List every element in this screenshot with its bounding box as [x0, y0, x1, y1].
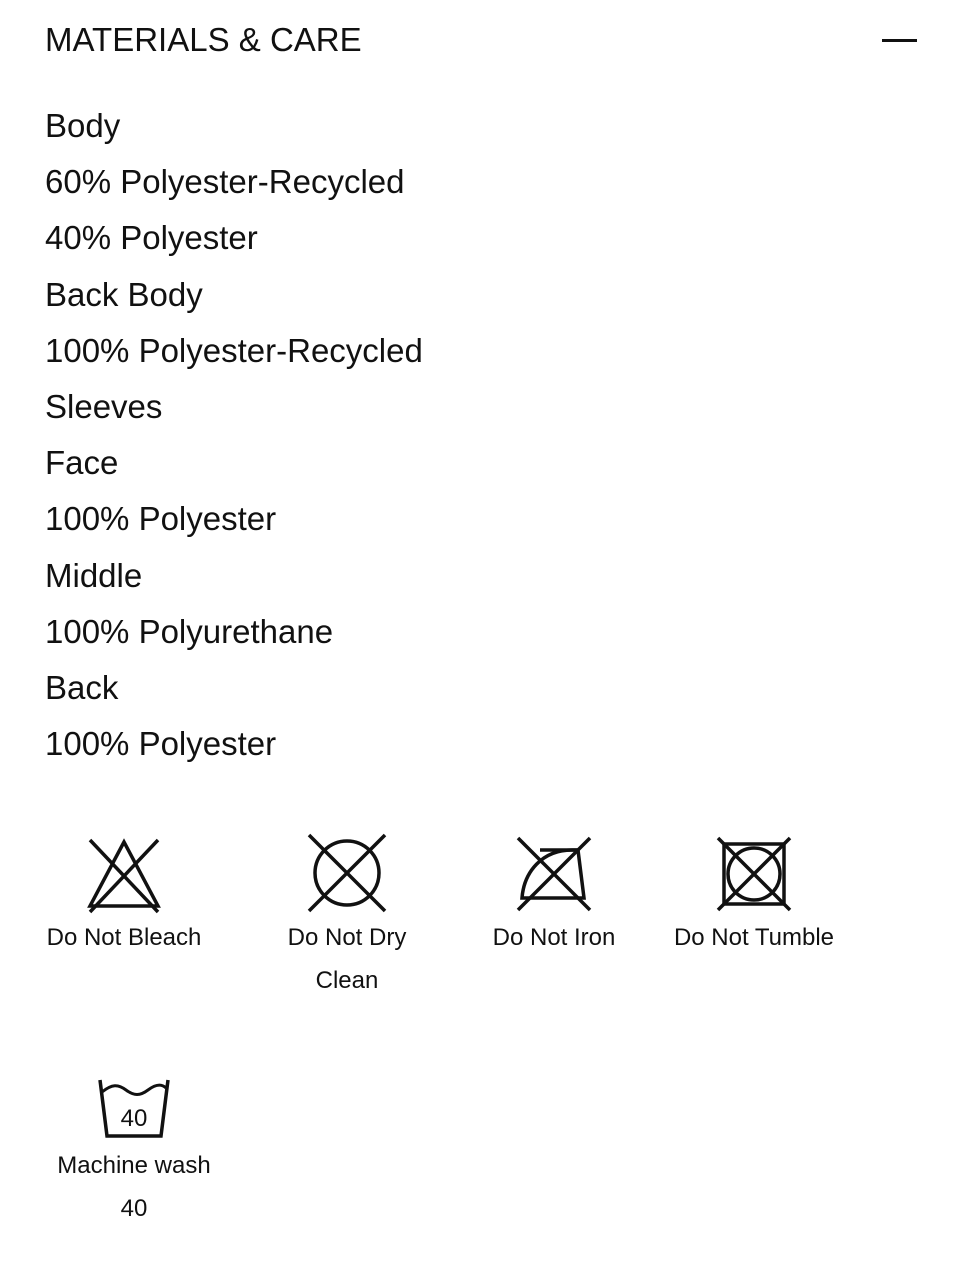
- machine-wash-40-icon: [94, 1074, 174, 1144]
- material-line: Middle: [45, 556, 143, 594]
- care-item-do-not-tumble: [664, 832, 844, 959]
- care-label: 40: [120, 1195, 148, 1222]
- care-label: Clean: [315, 967, 379, 994]
- care-item-do-not-iron: [474, 832, 634, 959]
- material-line: Body: [45, 107, 121, 144]
- care-label: Machine wash: [57, 1152, 211, 1179]
- care-item-do-not-dry-clean: [257, 832, 437, 1002]
- section-title: MATERIALS & CARE: [45, 21, 362, 58]
- do-not-iron-icon: [514, 832, 594, 916]
- collapse-button[interactable]: [880, 24, 920, 56]
- material-line: Back: [45, 668, 119, 706]
- care-label: Do Not Tumble: [673, 924, 835, 951]
- do-not-tumble-icon: [714, 832, 794, 916]
- material-line: 100% Polyester-Recycled: [45, 331, 423, 369]
- material-line: 60% Polyester-Recycled: [45, 163, 405, 201]
- materials-list: [45, 98, 423, 772]
- minus-icon: [882, 39, 917, 42]
- section-header[interactable]: [45, 20, 920, 60]
- material-line: 100% Polyurethane: [45, 612, 334, 650]
- wash-temperature: 40: [120, 1105, 148, 1132]
- material-line: 100% Polyester: [45, 725, 277, 763]
- do-not-bleach-icon: [84, 832, 164, 916]
- care-item-machine-wash: [44, 1074, 224, 1230]
- care-item-do-not-bleach: [34, 832, 214, 959]
- care-label: Do Not Dry: [287, 924, 407, 951]
- material-line: 40% Polyester: [45, 219, 258, 257]
- material-line: Face: [45, 444, 119, 482]
- material-line: 100% Polyester: [45, 500, 277, 538]
- care-label: Do Not Bleach: [46, 924, 202, 951]
- do-not-dry-clean-icon: [305, 832, 389, 916]
- material-line: Back Body: [45, 275, 203, 313]
- material-line: Sleeves: [45, 387, 163, 425]
- care-label: Do Not Iron: [492, 924, 616, 951]
